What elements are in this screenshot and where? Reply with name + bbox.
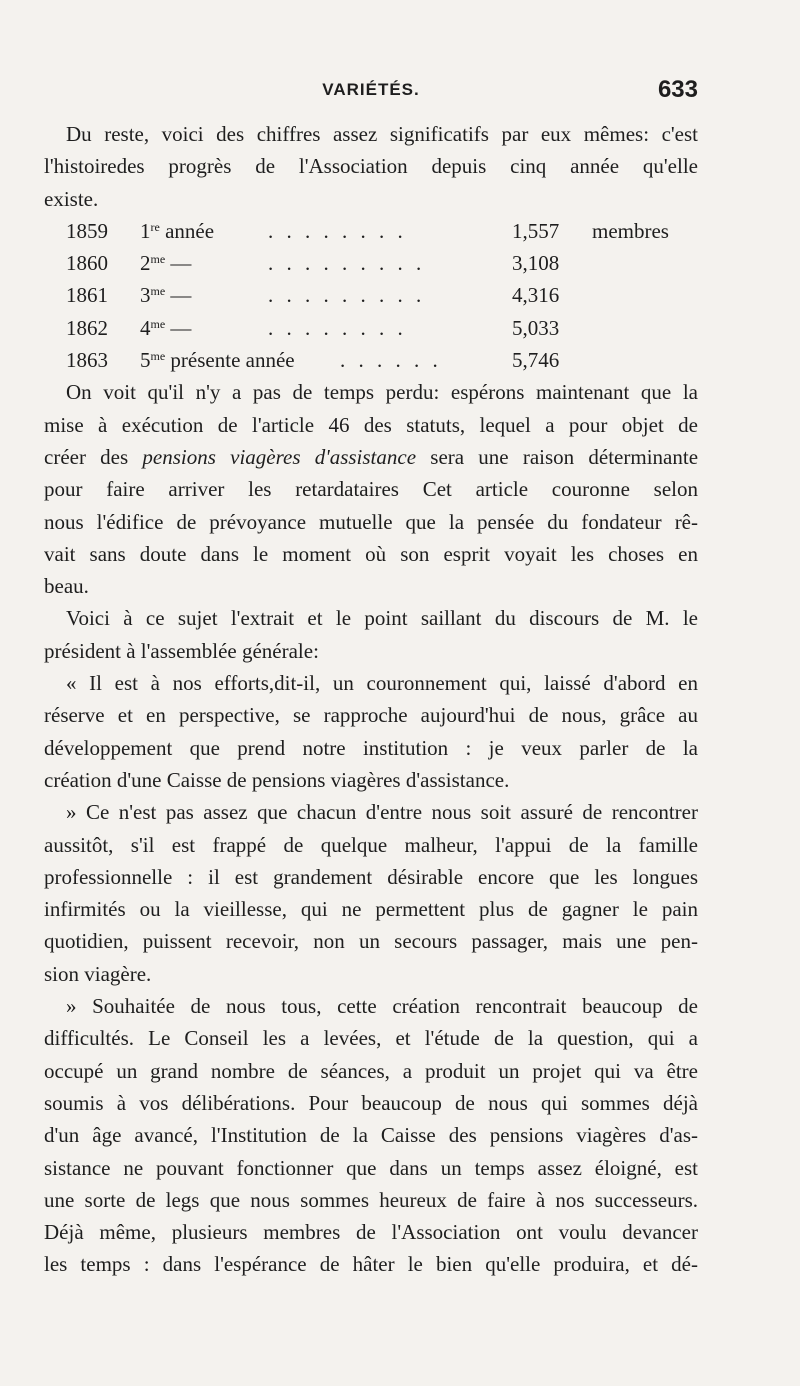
text-line: développement que prend notre institution : je veux parler de la [44,735,698,760]
text-line: création d'une Caisse de pensions viagères d'assistance. [44,767,510,792]
intro-paragraph [44,118,698,215]
text-line: aussitôt, s'il est frappé de quelque malheur, l'appui de la famille [44,832,698,857]
running-title: VARIÉTÉS. [322,80,420,99]
quote-paragraph [44,990,698,1281]
stat-year: 1861 [66,283,108,308]
stat-row [44,279,698,311]
text-line: une sorte de legs que nous sommes heureux de faire à nos successeurs. [44,1187,698,1212]
stat-leader-dots: . . . . . . . . . [268,283,426,308]
stat-value: 4,316 [512,283,560,308]
stat-row [44,312,698,344]
paragraph [44,602,698,667]
text-line: occupé un grand nombre de séances, a produit un projet qui va être [44,1058,698,1083]
membership-statistics [44,215,698,376]
stat-unit [592,344,672,376]
text-line: réserve et en perspective, se rapproche aujourd'hui de nous, grâce au [44,703,698,728]
stat-label: 1re année [140,218,215,243]
stat-unit [592,247,672,279]
text-line: créer des pensions viagères d'assistance sera une raison déterminante [44,444,699,469]
stat-unit [592,312,672,344]
text-line: On voit qu'il n'y a pas de temps perdu: espérons maintenant que la [66,380,698,405]
text-line: Déjà même, plusieurs membres de l'Association ont voulu devancer [44,1220,698,1245]
stat-leader-dots: . . . . . . . . [268,218,407,243]
text-line: l'histoiredes progrès de l'Association depuis cinq année qu'elle [44,154,698,179]
stat-unit: membres [592,218,669,243]
page-header [44,76,698,110]
quote-paragraph [44,796,698,990]
stat-label: $3^{me}$ — [140,283,192,308]
text-line: sion viagère. [44,961,152,986]
stat-year: 1860 [66,251,108,276]
text-line: « Il est à nos efforts,dit-il, un couronnement qui, laissé d'abord en [66,671,698,696]
stat-label: $2^{me}$ — [140,251,192,276]
text-line: mise à exécution de l'article 46 des statuts, lequel a pour objet de [44,412,698,437]
text-line: quotidien, puissent recevoir, non un secours passager, mais une pen- [44,929,698,954]
body-text [44,118,698,1281]
stat-leader-dots: . . . . . . . . [268,315,407,340]
italic-term: pensions viagères d'assistance [142,444,417,469]
text-line: sistance ne pouvant fonctionner que dans un temps assez éloigné, est [44,1155,698,1180]
stat-label: $5^{me}$ présente année [140,348,295,373]
stat-year: 1862 [66,315,108,340]
text-line: Voici à ce sujet l'extrait et le point saillant du discours de M. le [66,606,698,631]
paragraph [44,376,698,602]
text-line: Du reste, voici des chiffres assez significatifs par eux mêmes: c'est [66,122,698,146]
text-line: pour faire arriver les retardataires Cet article couronne selon [44,477,698,502]
stat-row [44,344,698,376]
text-line: beau. [44,574,89,599]
stat-year: 1859 [66,218,108,243]
text-line: difficultés. Le Conseil les a levées, et l'étude de la question, qui a [44,1026,698,1051]
stat-row [44,215,698,247]
stat-value: 1,557 [512,218,560,243]
stat-value: 3,108 [512,251,560,276]
stat-unit [592,279,672,311]
stat-leader-dots: . . . . . . [340,348,442,373]
text-line: soumis à vos délibérations. Pour beaucoup de nous qui sommes déjà [44,1090,698,1115]
quote-paragraph [44,667,698,796]
text-line: d'un âge avancé, l'Institution de la Caisse des pensions viagères d'as- [44,1123,698,1148]
text-line: président à l'assemblée générale: [44,638,319,663]
stat-value: 5,746 [512,348,560,373]
text-line: professionnelle : il est grandement désirable encore que les longues [44,864,698,889]
text-line: nous l'édifice de prévoyance mutuelle que la pensée du fondateur rê- [44,509,698,534]
stat-year: 1863 [66,348,108,373]
text-line: les temps : dans l'espérance de hâter le bien qu'elle produira, et dé- [44,1252,698,1277]
text-line: » Souhaitée de nous tous, cette création rencontrait beaucoup de [66,994,698,1019]
page-number: 633 [657,76,698,103]
stat-row [44,247,698,279]
text-line: existe. [44,186,99,211]
stat-label: $4^{me}$ — [140,315,192,340]
text-line: infirmités ou la vieillesse, qui ne permettent plus de gagner le pain [44,897,698,922]
stat-leader-dots: . . . . . . . . . [268,251,426,276]
text-line: vait sans doute dans le moment où son esprit voyait les choses en [44,541,698,566]
text-line: » Ce n'est pas assez que chacun d'entre nous soit assuré de rencontrer [66,800,698,825]
stat-value: 5,033 [512,315,560,340]
